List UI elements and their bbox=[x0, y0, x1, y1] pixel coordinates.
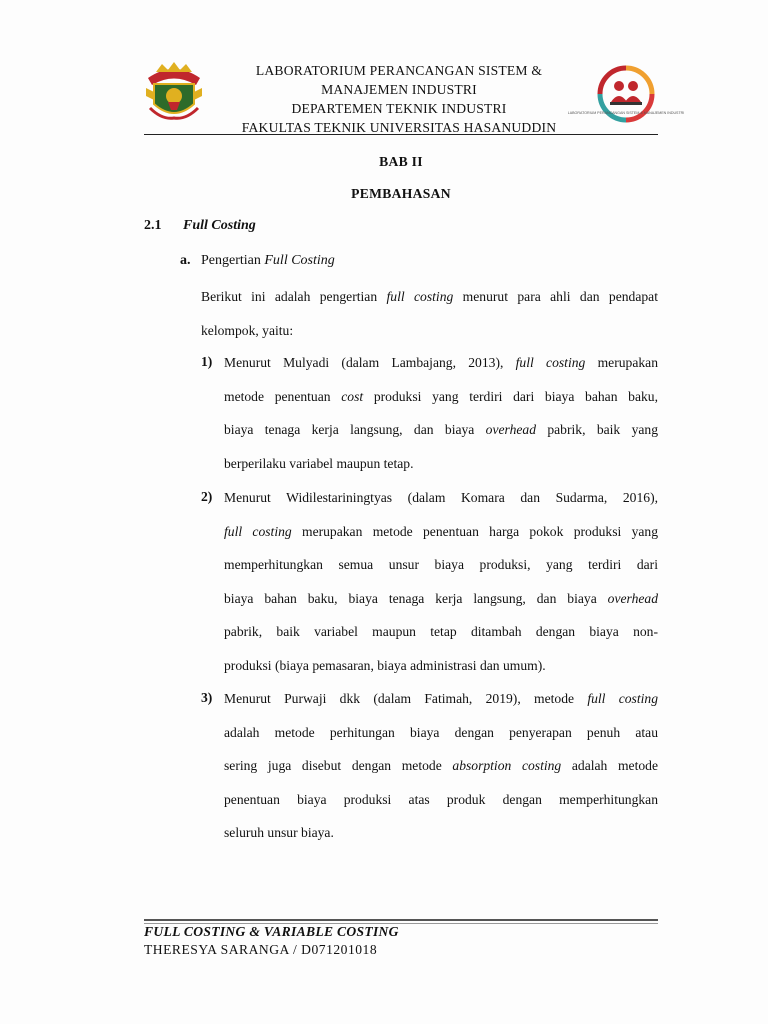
chapter-label: BAB II bbox=[379, 154, 423, 169]
item-number-3: 3) bbox=[201, 690, 213, 705]
section-number: 2.1 bbox=[144, 218, 162, 233]
lab-logo-icon bbox=[567, 64, 685, 128]
subsection-heading bbox=[180, 253, 335, 269]
header-lines bbox=[204, 61, 594, 137]
item-number-1: 1) bbox=[201, 354, 213, 369]
unhas-logo-icon bbox=[144, 58, 204, 124]
list-item-line: Menurut Mulyadi (dalam Lambajang, 2013), full costing merupakan bbox=[224, 355, 658, 370]
header-line-1: LABORATORIUM PERANCANGAN SISTEM & bbox=[255, 63, 543, 78]
section-title: Full Costing bbox=[183, 218, 256, 233]
list-item-line: full costing merupakan metode penentuan harga pokok produksi yang bbox=[224, 523, 658, 539]
list-item-line: Menurut Widilestariningtyas (dalam Komara dan Sudarma, 2016), bbox=[224, 490, 658, 505]
footer-author: THERESYA SARANGA / D071201018 bbox=[144, 942, 378, 957]
list-item-line: memperhitungkan semua unsur biaya produksi, yang terdiri dari bbox=[224, 557, 658, 573]
list-item-line: biaya bahan baku, biaya tenaga kerja langsung, dan biaya overhead bbox=[224, 590, 658, 606]
list-item-1 bbox=[224, 346, 658, 480]
list-item-line: adalah metode perhitungan biaya dengan penyerapan penuh atau bbox=[224, 724, 658, 740]
list-item-line: pabrik, baik variabel maupun tetap ditambah dengan biaya non- bbox=[224, 624, 658, 640]
subsection-label-italic: Full Costing bbox=[264, 253, 335, 268]
intro-line-2: kelompok, yaitu: bbox=[201, 322, 294, 338]
header-line-4: FAKULTAS TEKNIK UNIVERSITAS HASANUDDIN bbox=[241, 120, 557, 135]
list-item-line: Menurut Purwaji dkk (dalam Fatimah, 2019), metode full costing bbox=[224, 691, 658, 706]
list-item-line: berperilaku variabel maupun tetap. bbox=[224, 455, 414, 471]
list-item-line: seluruh unsur biaya. bbox=[224, 825, 334, 841]
header-line-3: DEPARTEMEN TEKNIK INDUSTRI bbox=[291, 101, 507, 116]
list-item-line: sering juga disebut dengan metode absorption costing adalah metode bbox=[224, 758, 658, 774]
item-number-2: 2) bbox=[201, 489, 213, 504]
intro-paragraph bbox=[201, 280, 658, 347]
list-item-line: penentuan biaya produksi atas produk dengan memperhitungkan bbox=[224, 791, 658, 807]
section-heading bbox=[144, 218, 256, 234]
document-header bbox=[144, 56, 685, 136]
list-item-3 bbox=[224, 682, 658, 850]
subsection-label: Pengertian bbox=[201, 253, 265, 268]
header-line-2: MANAJEMEN INDUSTRI bbox=[321, 82, 477, 97]
chapter-title: PEMBAHASAN bbox=[351, 186, 451, 201]
list-item-2 bbox=[224, 481, 658, 683]
header-divider bbox=[144, 134, 658, 135]
footer-title: FULL COSTING & VARIABLE COSTING bbox=[144, 924, 399, 939]
intro-line-1: Berikut ini adalah pengertian full costing menurut para ahli dan pendapat bbox=[201, 289, 658, 304]
lab-logo-caption: LABORATORIUM PERANCANGAN SISTEM & MANAJEMEN INDUSTRI bbox=[567, 111, 685, 115]
list-item-line: produksi (biaya pemasaran, biaya administrasi dan umum). bbox=[224, 657, 546, 673]
list-item-line: biaya tenaga kerja langsung, dan biaya overhead pabrik, baik yang bbox=[224, 422, 658, 438]
list-item-line: metode penentuan cost produksi yang terdiri dari biaya bahan baku, bbox=[224, 388, 659, 404]
subsection-letter: a. bbox=[180, 253, 191, 268]
